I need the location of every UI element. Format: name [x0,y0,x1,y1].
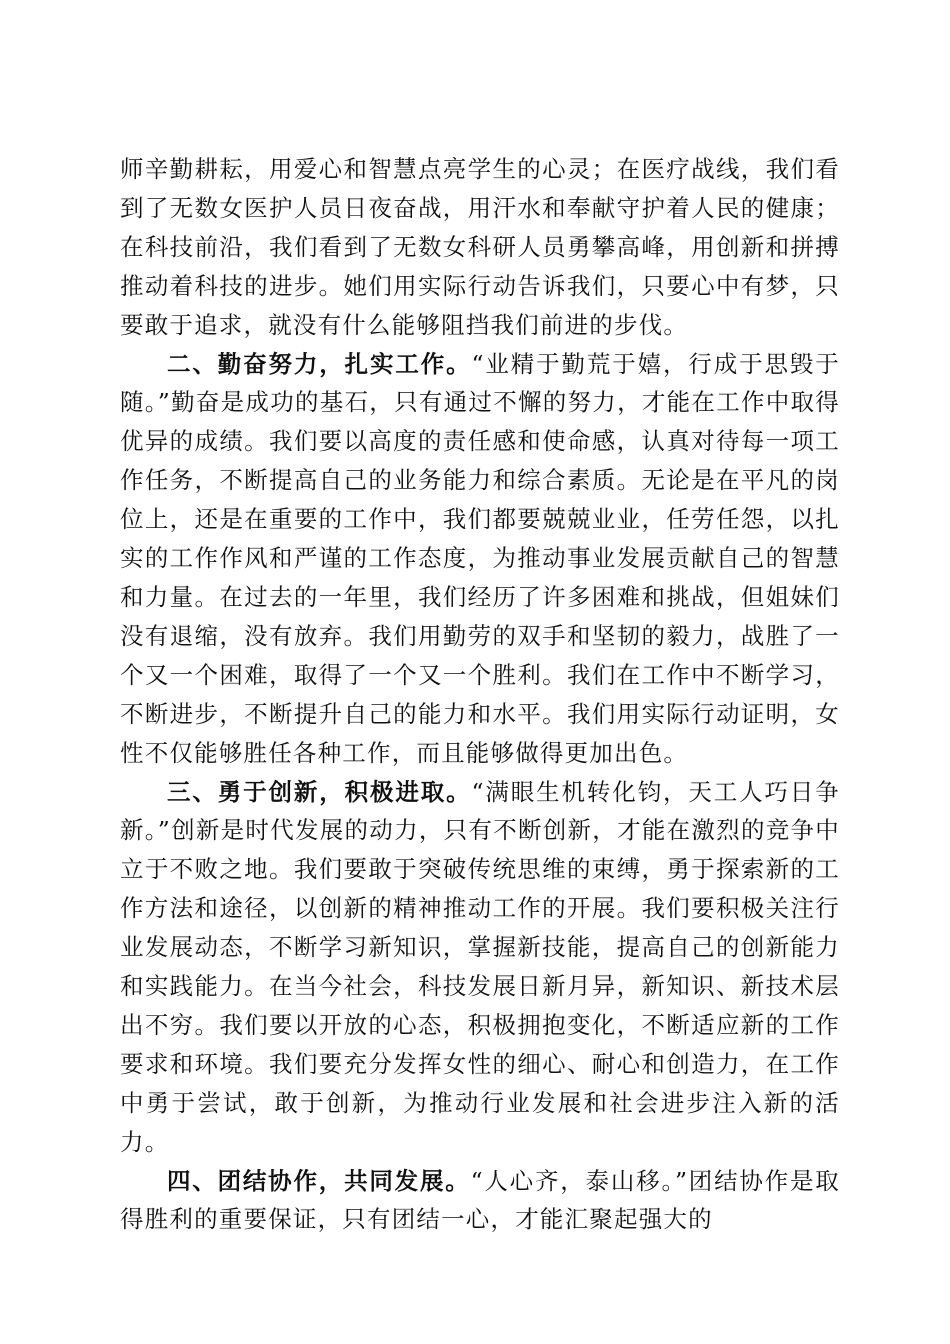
paragraph-body: “人心齐，泰山移。”团结协作是取得胜利的重要保证，只有团结一心，才能汇聚起强大的 [120,1166,840,1234]
paragraph-body: “满眼生机转化钧，天工人巧日争新。”创新是时代发展的动力，只有不断创新，才能在激烈的竞争中立于不败之地。我们要敢于突破传统思维的束缚，勇于探索新的工作方法和途径，以创新的精神推动工作的开展。我们要积极关注行业发展动态，不断学习新知识，掌握新技能，提高自己的创新能力和实践能力。在当今社会，科技发展日新月异，新知识、新技术层出不穷。我们要以开放的心态，积极拥抱变化，不断适应新的工作要求和环境。我们要充分发挥女性的细心、耐心和创造力，在工作中勇于尝试，敢于创新，为推动行业发展和社会进步注入新的活力。 [120,777,840,1156]
paragraph-section-two [120,345,840,773]
paragraph-continuation [120,150,840,345]
paragraph-body: “业精于勤荒于嬉，行成于思毁于随。”勤奋是成功的基石，只有通过不懈的努力，才能在工作中取得优异的成绩。我们要以高度的责任感和使命感，认真对待每一项工作任务，不断提高自己的业务能力和综合素质。无论是在平凡的岗位上，还是在重要的工作中，我们都要兢兢业业，任劳任怨，以扎实的工作作风和严谨的工作态度，为推动事业发展贡献自己的智慧和力量。在过去的一年里，我们经历了许多困难和挑战，但姐妹们没有退缩，没有放弃。我们用勤劳的双手和坚韧的毅力，战胜了一个又一个困难，取得了一个又一个胜利。我们在工作中不断学习，不断进步，不断提升自己的能力和水平。我们用实际行动证明，女性不仅能够胜任各种工作，而且能够做得更加出色。 [120,349,840,767]
document-body [120,150,840,1239]
section-heading: 二、勤奋努力，扎实工作。 [167,349,472,378]
section-heading: 三、勇于创新，积极进取。 [167,777,472,806]
section-heading: 四、团结协作，共同发展。 [167,1166,471,1195]
paragraph-section-four [120,1162,840,1240]
paragraph-body: 师辛勤耕耘，用爱心和智慧点亮学生的心灵；在医疗战线，我们看到了无数女医护人员日夜奋战，用汗水和奉献守护着人民的健康；在科技前沿，我们看到了无数女科研人员勇攀高峰，用创新和拼搏推动着科技的进步。她们用实际行动告诉我们，只要心中有梦，只要敢于追求，就没有什么能够阻挡我们前进的步伐。 [120,155,840,339]
paragraph-section-three [120,773,840,1162]
